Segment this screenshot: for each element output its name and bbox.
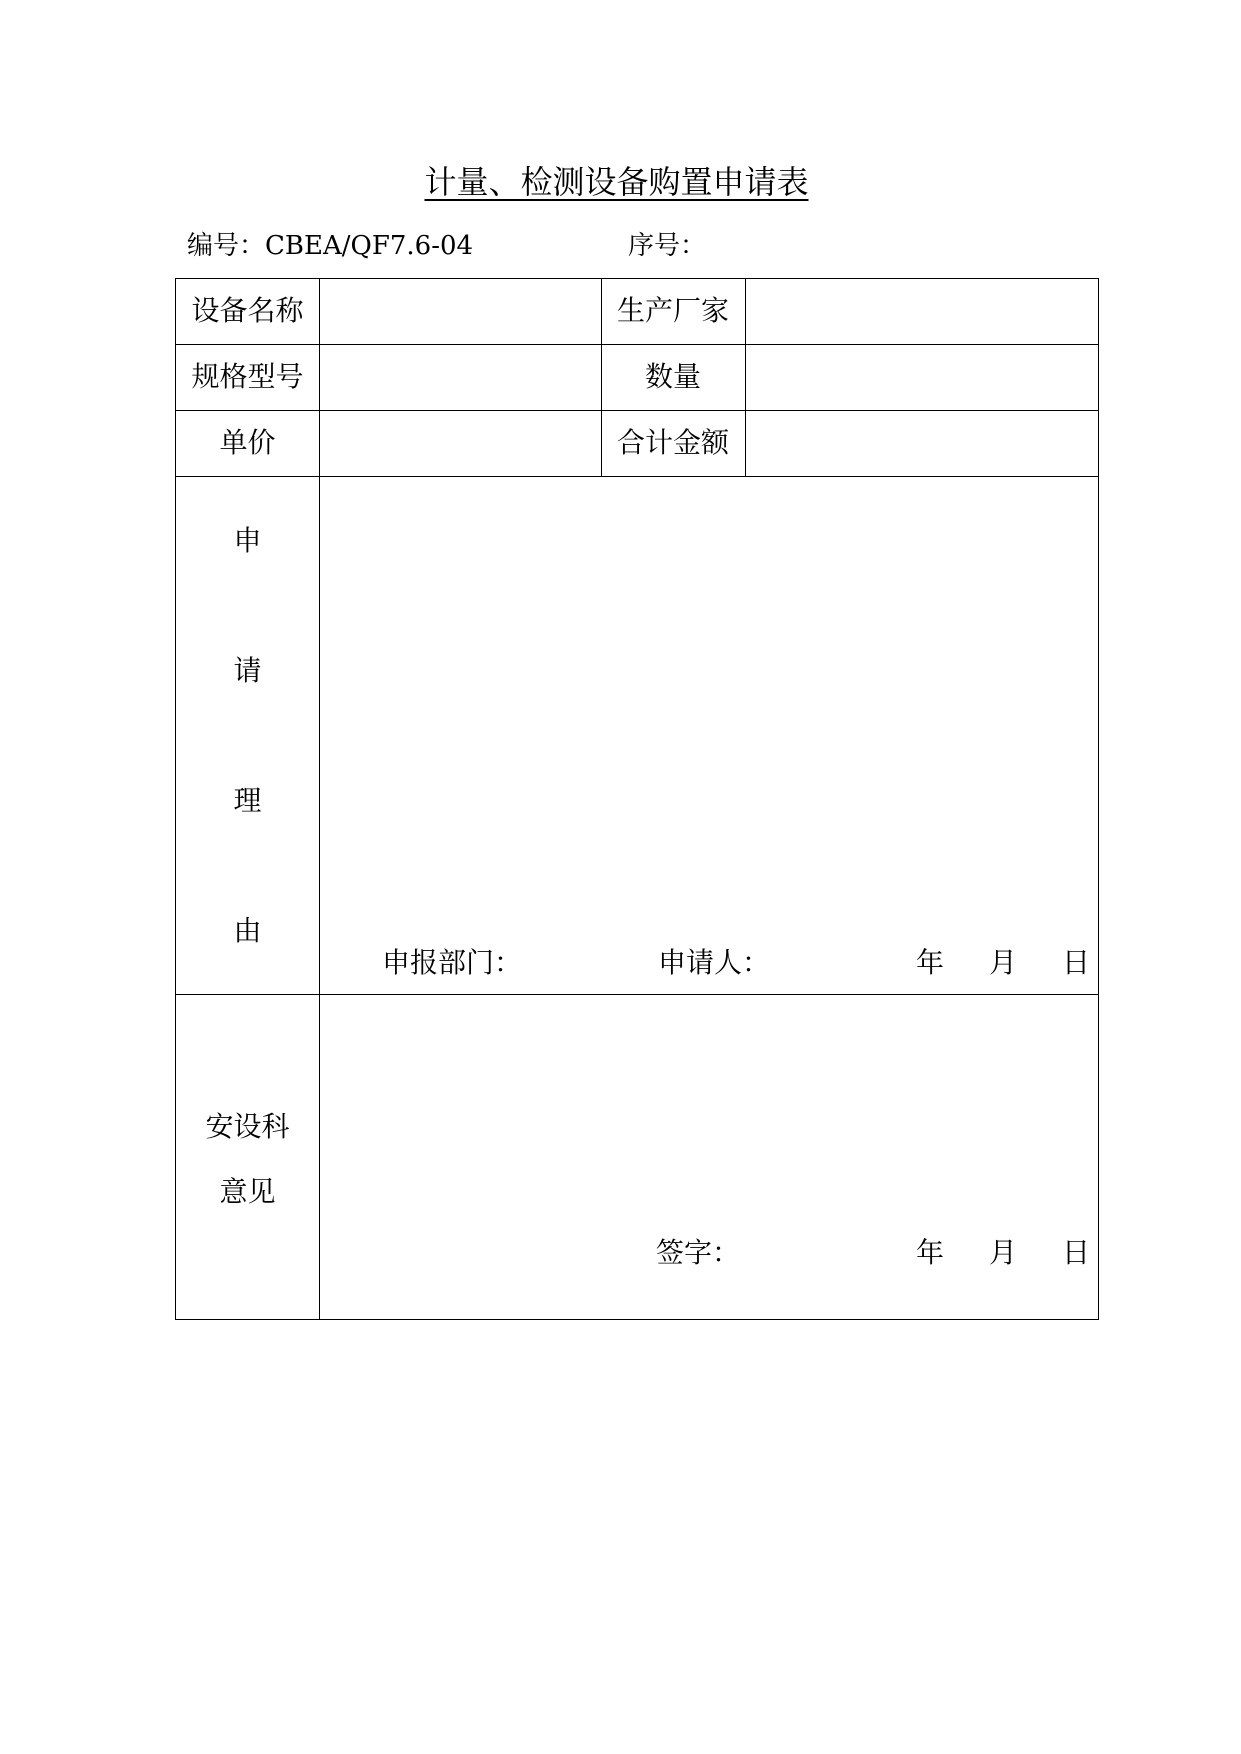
reason-month-label: 月 [989, 946, 1018, 979]
department-label: 申报部门： [382, 946, 523, 979]
total-amount-label: 合计金额 [616, 426, 729, 459]
reason-char: 理 [233, 784, 262, 817]
column-divider [319, 279, 320, 1319]
reason-char: 由 [233, 914, 262, 947]
serial-number-label: 序号： [628, 231, 707, 261]
form-title-text: 计量、检测设备购置申请表 [424, 163, 809, 201]
unit-price-label: 单价 [219, 426, 276, 459]
row-divider [176, 476, 1098, 477]
column-divider [745, 279, 746, 476]
opinion-day-label: 日 [1062, 1236, 1091, 1269]
application-form-table [175, 278, 1099, 1320]
signature-label: 签字： [656, 1236, 741, 1269]
opinion-label-line2: 意见 [219, 1175, 276, 1208]
reason-char: 申 [233, 524, 262, 557]
row-divider [176, 994, 1098, 995]
equipment-name-label: 设备名称 [191, 294, 304, 327]
reason-day-label: 日 [1062, 946, 1091, 979]
reason-char: 请 [233, 654, 262, 687]
opinion-label-line1: 安设科 [205, 1110, 290, 1143]
row-divider [176, 344, 1098, 345]
form-title [0, 162, 1241, 202]
manufacturer-label: 生产厂家 [616, 294, 729, 327]
form-code: 编号：CBEA/QF7.6-04 [187, 231, 474, 261]
quantity-label: 数量 [644, 360, 701, 393]
applicant-label: 申请人： [658, 946, 771, 979]
opinion-year-label: 年 [916, 1236, 945, 1269]
reason-year-label: 年 [916, 946, 945, 979]
opinion-month-label: 月 [989, 1236, 1018, 1269]
model-label: 规格型号 [191, 360, 304, 393]
row-divider [176, 410, 1098, 411]
